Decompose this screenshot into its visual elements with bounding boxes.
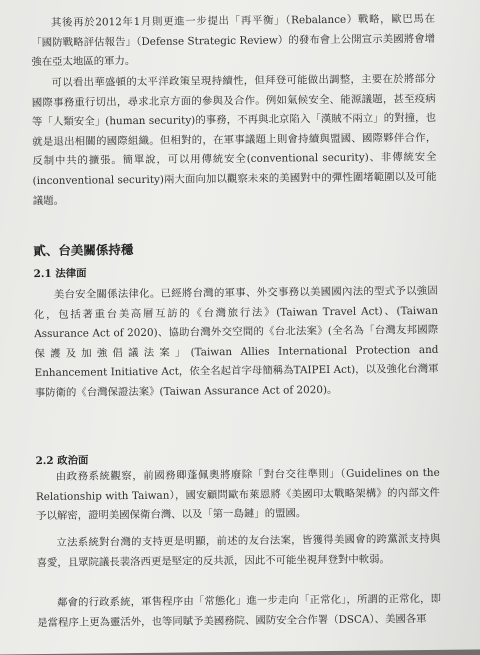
paragraph-legal: 美台安全關係法律化。已經將台灣的軍事、外交事務以美國國內法的型式予以強固化，包括著重台美高層互訪的《台灣旅行法》(Taiwan Travel Act)、(Taiwan Assurance Act of 2020)、協助台灣外交空間的《台北法案》(全名為「台灣友邦國際保護及加強倡議法案」(Taiwan Allies International Protection and Enhancement Initiative Act，依全名起首字母簡稱為TAIPEI Act)，以及強化台灣軍事防衛的《台灣保證法案》(Taiwan Assurance Act of 2020)。 [33, 284, 439, 400]
paragraph-executive: 由政務系統觀察，前國務卿蓬佩奧將廢除「對台交往準則」（Guidelines on the Relationship with Taiwan），國安顧問歐布萊恩將《美國印太戰略架構》的內部文件予以解密，證明美國保衛台灣、以及「第一島鏈」的盟國。 [35, 466, 440, 523]
paragraph-rebalance: 其後再於2012年1月則更進一步提出「再平衡」（Rebalance）戰略，歐巴馬在「國防戰略評估報告」（Defense Strategic Review）的發布會上公開宣示美國將會增強在亞太地區的軍力。 [31, 12, 436, 69]
subsection-heading-legal: 2.1 法律面 [33, 267, 87, 281]
section-heading: 貳、台美關係持穩 [33, 242, 134, 259]
subsection-heading-political: 2.2 政治面 [35, 454, 89, 468]
paragraph-legislative: 立法系統對台灣的支持更是明顯，前述的友台法案，皆獲得美國會的跨黨派支持與喜愛，且眾院議長裴洛西更是堅定的反共派，因此不可能坐視拜登對中軟弱。 [36, 532, 441, 569]
paragraph-pacific-policy: 可以看出華盛頓的太平洋政策呈現持續性，但拜登可能做出調整，主要在於將部分國際事務重行切出，尋求北京方面的參與及合作。例如氣候安全、能源議題，甚至疫病等「人類安全」(human security)的事務，不再與北京陷入「漢賊不兩立」的對撞，也就是退出相關的國際組織。但相對的，在軍事議題上則會持續與盟國、國際夥伴合作，反制中共的擴張。簡單說，可以用傳統安全(conventional security)、非傳統安全(inconventional security)兩大面向加以觀察未來的美國對中的彈性圍堵範圍以及可能議題。 [31, 72, 437, 207]
paragraph-arms-sales: 鄰會的行政系統，軍售程序由「常態化」進一步走向「正常化」，所謂的正常化，即是當程序上更為靈活外，也等同賦予美國務院、國防安全合作署（DSCA）、美國各軍 [37, 592, 442, 629]
